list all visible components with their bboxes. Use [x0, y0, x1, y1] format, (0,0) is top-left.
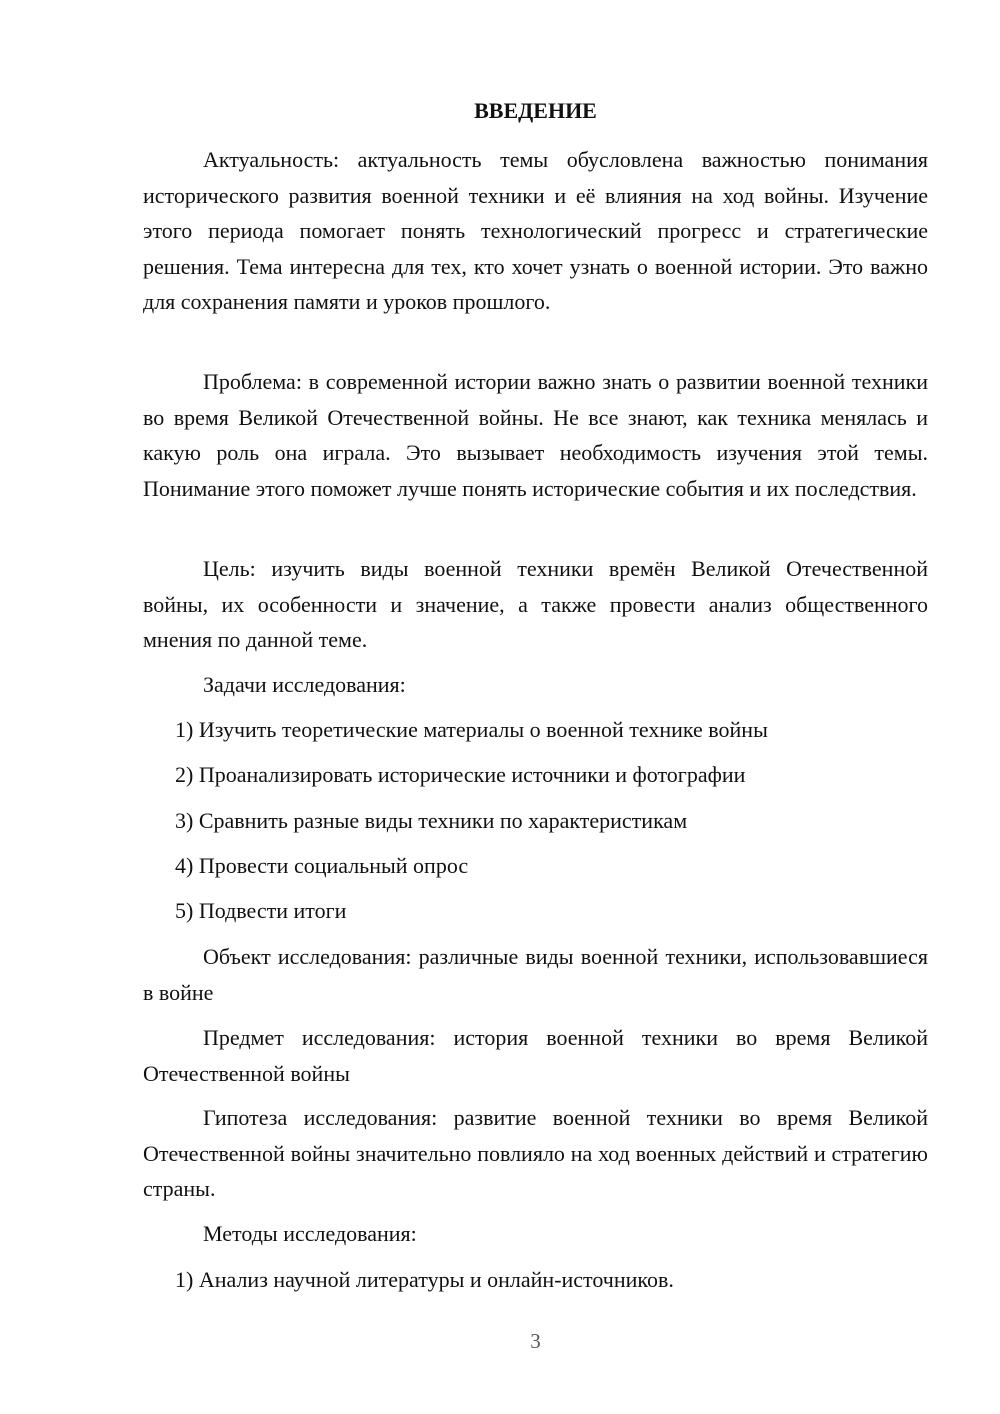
methods-heading: Методы исследования:: [203, 1221, 417, 1246]
page-number: 3: [530, 1329, 541, 1353]
task-item: 3) Сравнить разные виды техники по характеристикам: [175, 808, 688, 833]
problem-paragraph: Проблема: в современной истории важно знать о развитии военной техники во время Великой Отечественной войны. Не все знают, как техника менялась и какую роль она играла. Это вызывает необходимость изучения этой темы. Понимание этого поможет лучше понять исторические события и их последствия.: [143, 369, 928, 501]
hypothesis-paragraph: Гипотеза исследования: развитие военной техники во время Великой Отечественной войны значительно повлияло на ход военных действий и стратегию страны.: [143, 1105, 928, 1201]
goal-paragraph: Цель: изучить виды военной техники времён Великой Отечественной войны, их особенности и значение, а также провести анализ общественного мнения по данной теме.: [143, 556, 928, 652]
task-item: 4) Провести социальный опрос: [175, 853, 469, 878]
method-item: 1) Анализ научной литературы и онлайн-источников.: [175, 1267, 674, 1292]
task-item: 5) Подвести итоги: [175, 898, 347, 923]
subject-paragraph: Предмет исследования: история военной техники во время Великой Отечественной войны: [143, 1025, 928, 1086]
task-item: 2) Проанализировать исторические источники и фотографии: [175, 762, 746, 787]
section-title: ВВЕДЕНИЕ: [474, 98, 597, 123]
task-item: 1) Изучить теоретические материалы о военной технике войны: [175, 717, 768, 742]
tasks-heading: Задачи исследования:: [203, 672, 406, 697]
object-paragraph: Объект исследования: различные виды военной техники, использовавшиеся в войне: [143, 944, 928, 1005]
relevance-paragraph: Актуальность: актуальность темы обусловлена важностью понимания исторического развития военной техники и её влияния на ход войны. Изучение этого периода помогает понять технологический прогресс и стратегические решения. Тема интересна для тех, кто хочет узнать о военной истории. Это важно для сохранения памяти и уроков прошлого.: [143, 147, 928, 314]
